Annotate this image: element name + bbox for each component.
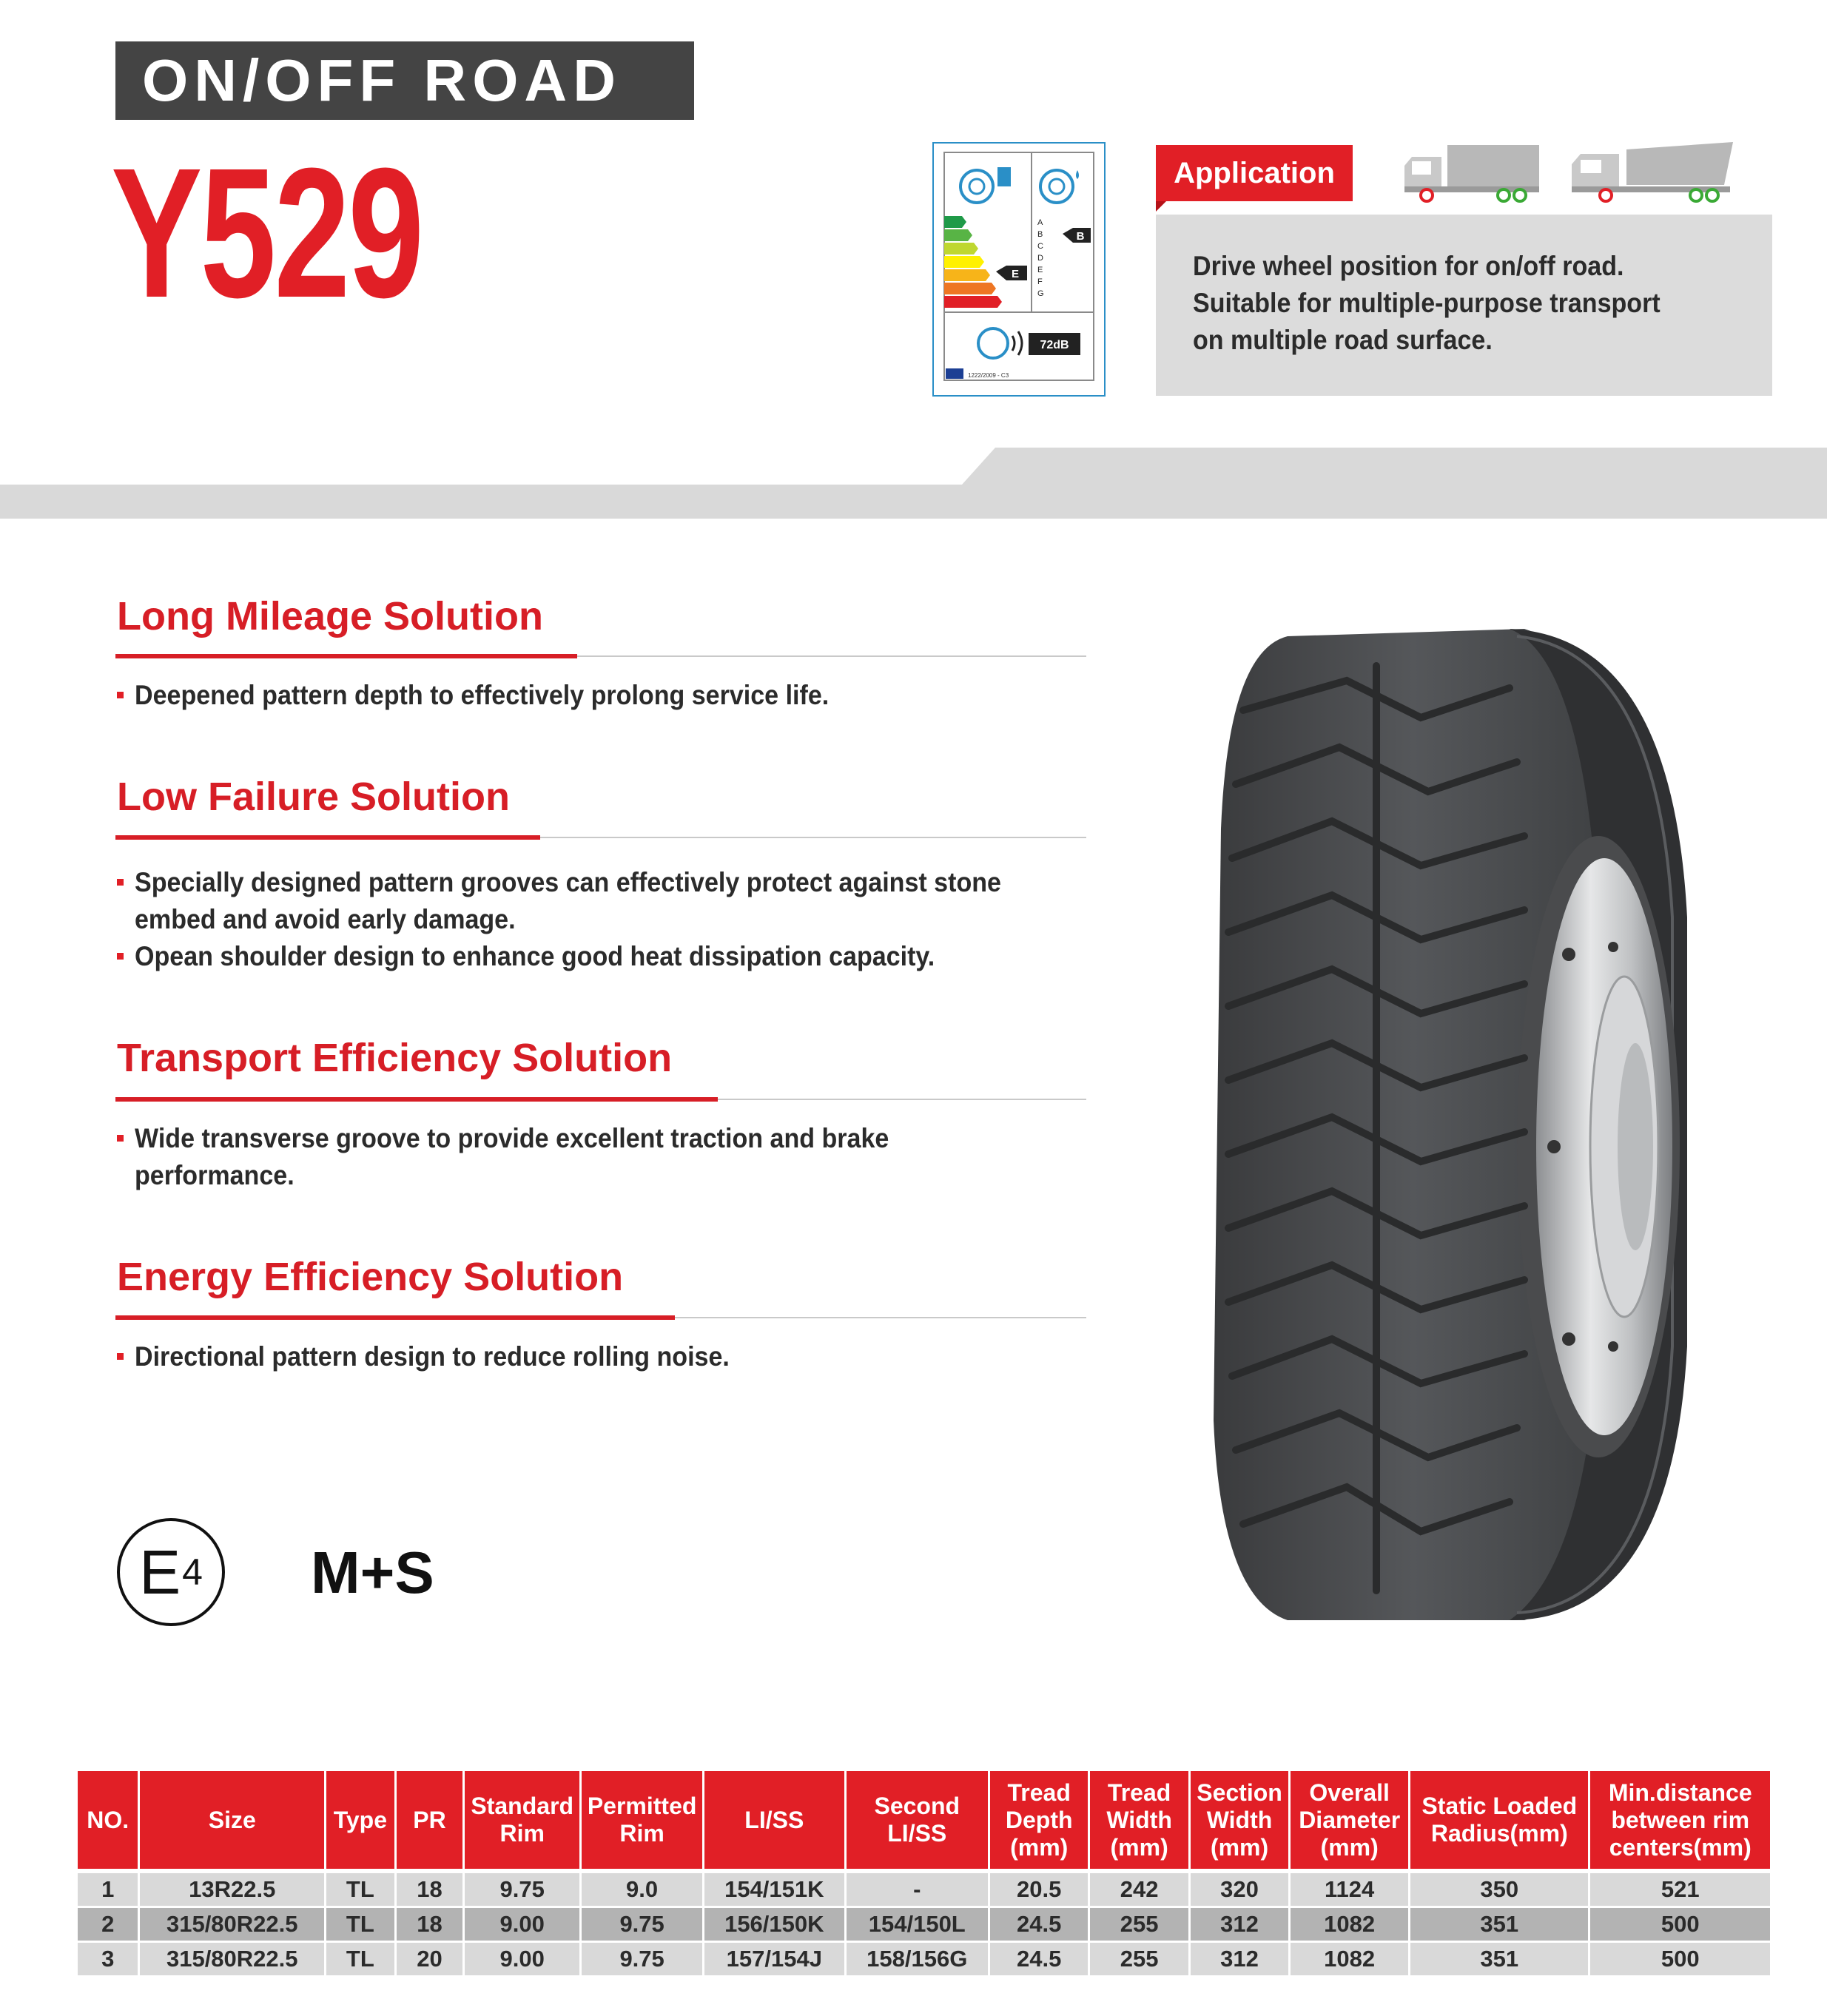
feature-bullet: Wide transverse groove to provide excellent traction and brake performance. bbox=[117, 1120, 983, 1194]
col-header: PR bbox=[397, 1771, 463, 1873]
eu-tyre-label bbox=[932, 142, 1106, 397]
svg-text:A: A bbox=[1037, 218, 1043, 227]
eu-flag-icon bbox=[946, 368, 963, 379]
noise-value: 72dB bbox=[1040, 339, 1069, 351]
table-cell: 255 bbox=[1090, 1908, 1188, 1943]
table-cell: 351 bbox=[1410, 1908, 1588, 1943]
svg-text:B: B bbox=[1037, 230, 1043, 239]
table-header-row bbox=[78, 1771, 1770, 1873]
table-cell: 242 bbox=[1090, 1873, 1188, 1908]
dump-truck-icon bbox=[1569, 139, 1736, 206]
svg-text:D: D bbox=[1037, 254, 1043, 263]
feature-underline bbox=[115, 835, 540, 840]
regulation-code: 1222/2009 - C3 bbox=[968, 372, 1009, 379]
table-cell: 9.0 bbox=[582, 1873, 702, 1908]
table-row bbox=[78, 1908, 1770, 1943]
table-cell: 3 bbox=[78, 1943, 138, 1978]
table-row bbox=[78, 1943, 1770, 1978]
table-cell: TL bbox=[326, 1873, 394, 1908]
col-header: Overall Diameter (mm) bbox=[1291, 1771, 1408, 1873]
table-cell: 2 bbox=[78, 1908, 138, 1943]
feature-title-energy-efficiency: Energy Efficiency Solution bbox=[117, 1255, 624, 1299]
table-cell: 9.75 bbox=[465, 1873, 579, 1908]
table-cell: TL bbox=[326, 1943, 394, 1978]
table-cell: 1082 bbox=[1291, 1943, 1408, 1978]
col-header: Permitted Rim bbox=[582, 1771, 702, 1873]
mud-snow-mark: M+S bbox=[311, 1540, 434, 1605]
table-cell: 18 bbox=[397, 1908, 463, 1943]
table-cell: 1124 bbox=[1291, 1873, 1408, 1908]
feature-bullet: Directional pattern design to reduce rolling noise. bbox=[117, 1338, 1034, 1375]
table-cell: 20 bbox=[397, 1943, 463, 1978]
table-cell: 156/150K bbox=[704, 1908, 844, 1943]
table-cell: 351 bbox=[1410, 1943, 1588, 1978]
col-header: Standard Rim bbox=[465, 1771, 579, 1873]
wet-rating: B bbox=[1076, 230, 1085, 243]
table-cell: 1082 bbox=[1291, 1908, 1408, 1943]
section-divider-band bbox=[0, 448, 1827, 519]
col-header: Second LI/SS bbox=[847, 1771, 988, 1873]
table-cell: 13R22.5 bbox=[140, 1873, 324, 1908]
table-cell: 500 bbox=[1590, 1908, 1770, 1943]
fuel-rating: E bbox=[1011, 268, 1020, 280]
feature-title-low-failure: Low Failure Solution bbox=[117, 775, 510, 819]
table-cell: 255 bbox=[1090, 1943, 1188, 1978]
col-header: Min.distance between rim centers(mm) bbox=[1590, 1771, 1770, 1873]
table-row bbox=[78, 1873, 1770, 1908]
feature-underline bbox=[115, 1315, 675, 1320]
table-cell: 154/150L bbox=[847, 1908, 988, 1943]
col-header: Section Width (mm) bbox=[1191, 1771, 1288, 1873]
table-cell: 315/80R22.5 bbox=[140, 1908, 324, 1943]
col-header: NO. bbox=[78, 1771, 138, 1873]
svg-text:C: C bbox=[1037, 242, 1043, 251]
feature-bullet: Deepened pattern depth to effectively prolong service life. bbox=[117, 677, 1034, 714]
table-cell: 158/156G bbox=[847, 1943, 988, 1978]
svg-text:F: F bbox=[1037, 277, 1043, 286]
spec-table bbox=[75, 1771, 1772, 1978]
table-cell: 157/154J bbox=[704, 1943, 844, 1978]
model-name: Y529 bbox=[111, 129, 423, 336]
table-cell: 350 bbox=[1410, 1873, 1588, 1908]
table-cell: 312 bbox=[1191, 1908, 1288, 1943]
table-cell: 315/80R22.5 bbox=[140, 1943, 324, 1978]
e4-certification-mark: E 4 bbox=[117, 1518, 225, 1626]
table-cell: 20.5 bbox=[990, 1873, 1088, 1908]
feature-bullet: Opean shoulder design to enhance good heat dissipation capacity. bbox=[117, 938, 1034, 975]
col-header: Static Loaded Radius(mm) bbox=[1410, 1771, 1588, 1873]
box-truck-icon bbox=[1402, 139, 1542, 206]
col-header: Tread Depth (mm) bbox=[990, 1771, 1088, 1873]
col-header: LI/SS bbox=[704, 1771, 844, 1873]
svg-text:E: E bbox=[1037, 266, 1043, 274]
col-header: Type bbox=[326, 1771, 394, 1873]
application-text: Drive wheel position for on/off road. Suitable for multiple-purpose transport on multiple road surface. bbox=[1193, 251, 1661, 355]
svg-text:G: G bbox=[1037, 289, 1044, 298]
table-cell: 521 bbox=[1590, 1873, 1770, 1908]
table-cell: 154/151K bbox=[704, 1873, 844, 1908]
feature-title-transport-efficiency: Transport Efficiency Solution bbox=[117, 1036, 673, 1080]
table-cell: 24.5 bbox=[990, 1943, 1088, 1978]
table-cell: - bbox=[847, 1873, 988, 1908]
table-cell: 320 bbox=[1191, 1873, 1288, 1908]
table-cell: 9.75 bbox=[582, 1943, 702, 1978]
table-cell: 9.00 bbox=[465, 1943, 579, 1978]
table-cell: 18 bbox=[397, 1873, 463, 1908]
feature-title-long-mileage: Long Mileage Solution bbox=[117, 594, 543, 638]
col-header: Size bbox=[140, 1771, 324, 1873]
table-cell: 1 bbox=[78, 1873, 138, 1908]
application-tab: Application bbox=[1156, 145, 1353, 201]
table-cell: 9.75 bbox=[582, 1908, 702, 1943]
table-cell: 312 bbox=[1191, 1943, 1288, 1978]
table-cell: 9.00 bbox=[465, 1908, 579, 1943]
feature-underline bbox=[115, 1097, 718, 1102]
feature-underline bbox=[115, 654, 577, 658]
feature-bullet: Specially designed pattern grooves can effectively protect against stone embed and avoid early damage. bbox=[117, 864, 1064, 938]
table-cell: 500 bbox=[1590, 1943, 1770, 1978]
table-cell: TL bbox=[326, 1908, 394, 1943]
table-cell: 24.5 bbox=[990, 1908, 1088, 1943]
tire-image bbox=[1199, 607, 1709, 1642]
col-header: Tread Width (mm) bbox=[1090, 1771, 1188, 1873]
category-banner: ON/OFF ROAD bbox=[115, 41, 694, 120]
